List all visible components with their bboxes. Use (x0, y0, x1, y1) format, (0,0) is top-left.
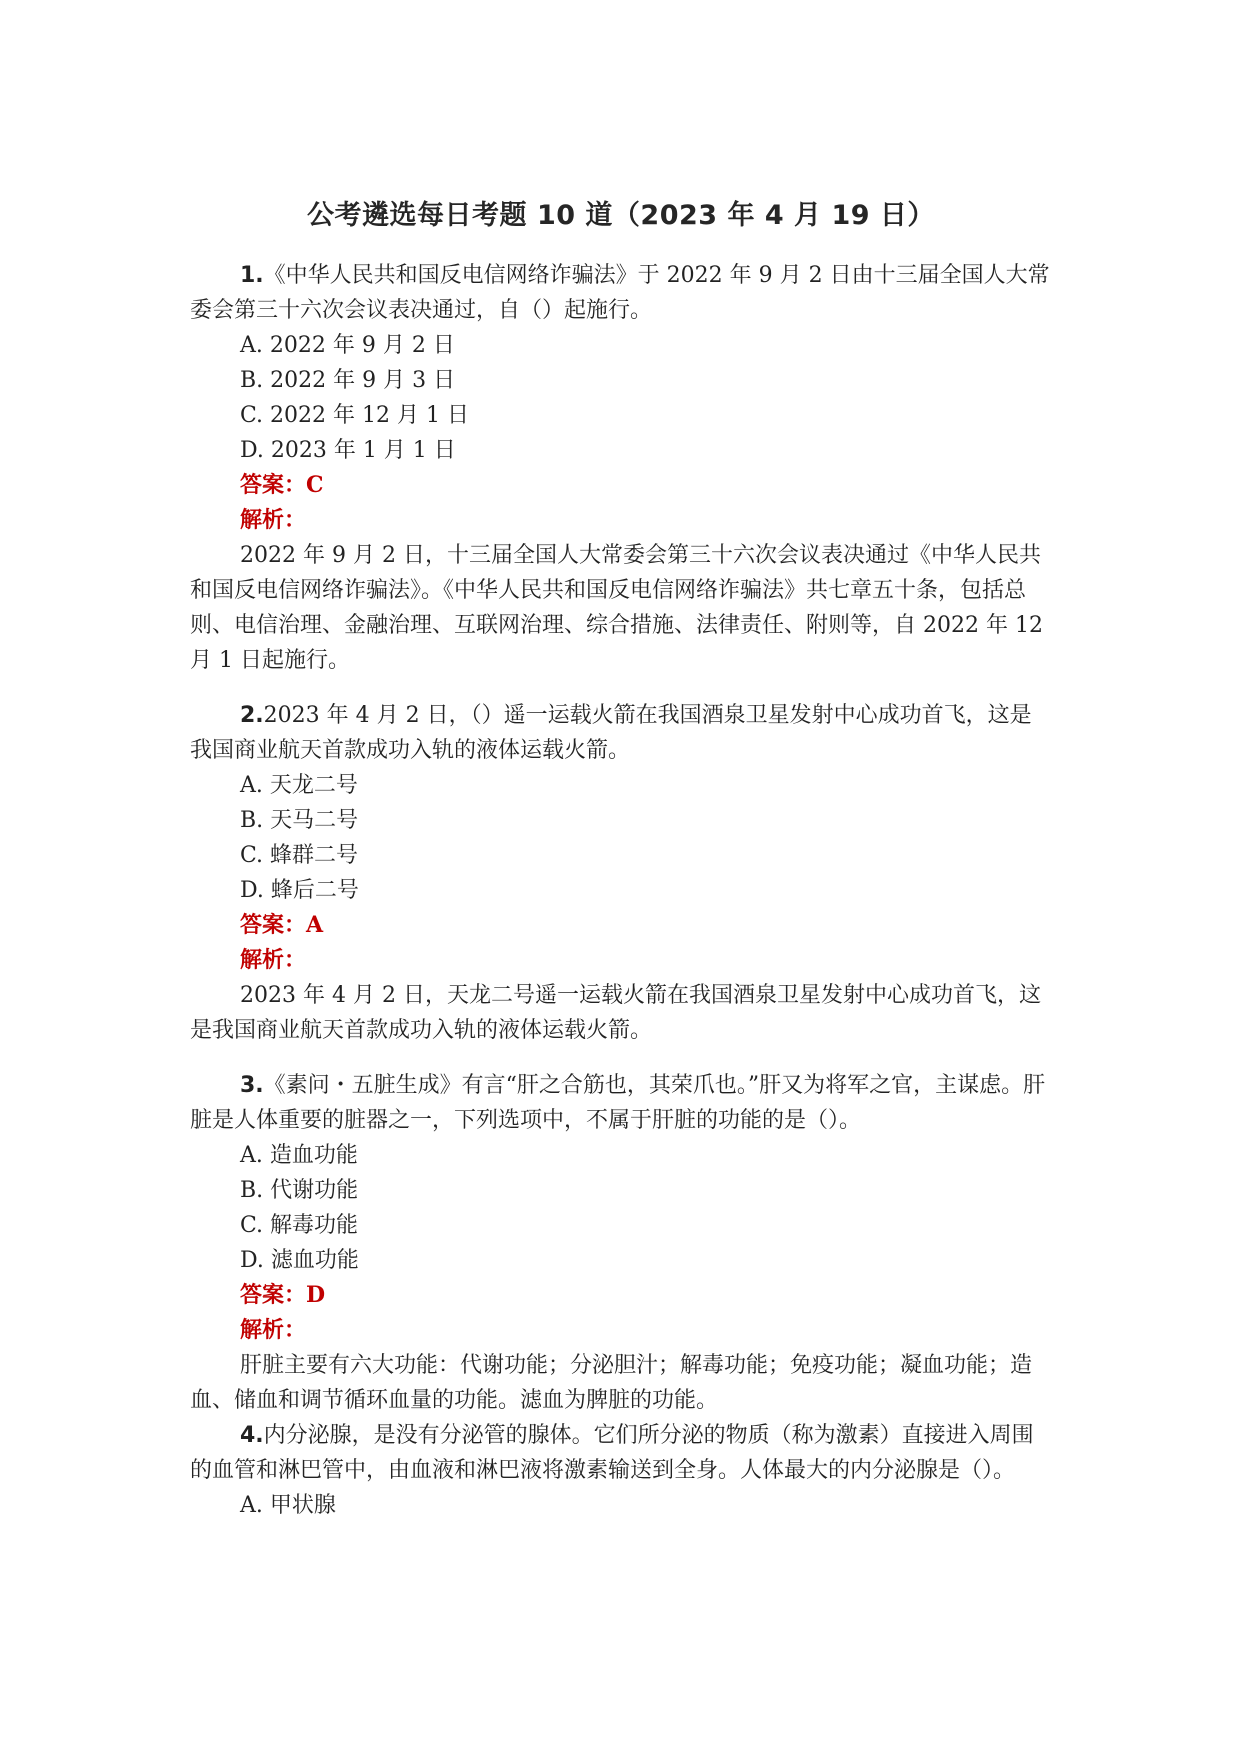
option-b: B. 2022 年 9 月 3 日 (240, 368, 456, 393)
option-d: D. 蜂后二号 (240, 878, 359, 903)
question-number: 2. (240, 703, 264, 728)
page-title: 公考遴选每日考题 10 道（2023 年 4 月 19 日） (307, 200, 935, 231)
question-number: 1. (240, 263, 264, 288)
answer-label: 答案：D (240, 1282, 326, 1308)
option-b: B. 代谢功能 (240, 1178, 359, 1203)
question-3 (190, 1068, 1052, 1418)
question-stem: 2.2023 年 4 月 2 日，（）遥一运载火箭在我国酒泉卫星发射中心成功首飞，这是我国商业航天首款成功入轨的液体运载火箭。 (190, 703, 1032, 763)
option-a: A. 天龙二号 (240, 773, 358, 798)
answer-label: 答案：A (240, 912, 324, 938)
analysis-text: 肝脏主要有六大功能：代谢功能；分泌胆汁；解毒功能；免疫功能；凝血功能；造血、储血和调节循环血量的功能。滤血为脾脏的功能。 (190, 1353, 1033, 1413)
option-b: B. 天马二号 (240, 808, 359, 833)
spacer (190, 678, 1052, 698)
question-4 (190, 1418, 1052, 1523)
analysis-text: 2023 年 4 月 2 日，天龙二号遥一运载火箭在我国酒泉卫星发射中心成功首飞，这是我国商业航天首款成功入轨的液体运载火箭。 (190, 983, 1041, 1043)
option-a: A. 造血功能 (240, 1143, 358, 1168)
option-c: C. 解毒功能 (240, 1213, 359, 1238)
answer-label: 答案：C (240, 472, 324, 498)
question-1 (190, 258, 1052, 678)
document-page (190, 196, 1052, 1523)
question-stem: 4.内分泌腺，是没有分泌管的腺体。它们所分泌的物质（称为激素）直接进入周围的血管和淋巴管中，由血液和淋巴液将激素输送到全身。人体最大的内分泌腺是（）。 (190, 1423, 1034, 1483)
analysis-label: 解析： (240, 1317, 307, 1343)
option-c: C. 2022 年 12 月 1 日 (240, 403, 469, 428)
question-number: 3. (240, 1073, 264, 1098)
analysis-label: 解析： (240, 947, 307, 973)
question-2 (190, 698, 1052, 1048)
option-d: D. 滤血功能 (240, 1248, 359, 1273)
spacer (190, 1048, 1052, 1068)
option-d: D. 2023 年 1 月 1 日 (240, 438, 456, 463)
question-stem: 1.《中华人民共和国反电信网络诈骗法》于 2022 年 9 月 2 日由十三届全国人大常委会第三十六次会议表决通过，自（）起施行。 (190, 263, 1050, 323)
option-a: A. 2022 年 9 月 2 日 (240, 333, 455, 358)
question-stem: 3.《素问・五脏生成》有言“肝之合筋也，其荣爪也。”肝又为将军之官，主谋虑。肝脏是人体重要的脏器之一，下列选项中，不属于肝脏的功能的是（）。 (190, 1073, 1046, 1133)
analysis-label: 解析： (240, 507, 307, 533)
question-number: 4. (240, 1423, 264, 1448)
option-a: A. 甲状腺 (240, 1493, 336, 1518)
option-c: C. 蜂群二号 (240, 843, 359, 868)
analysis-text: 2022 年 9 月 2 日，十三届全国人大常委会第三十六次会议表决通过《中华人民共和国反电信网络诈骗法》。《中华人民共和国反电信网络诈骗法》共七章五十条，包括总则、电信治理、金融治理、互联网治理、综合措施、法律责任、附则等，自 2022 年 12 月 1 日起施行。 (190, 543, 1043, 673)
